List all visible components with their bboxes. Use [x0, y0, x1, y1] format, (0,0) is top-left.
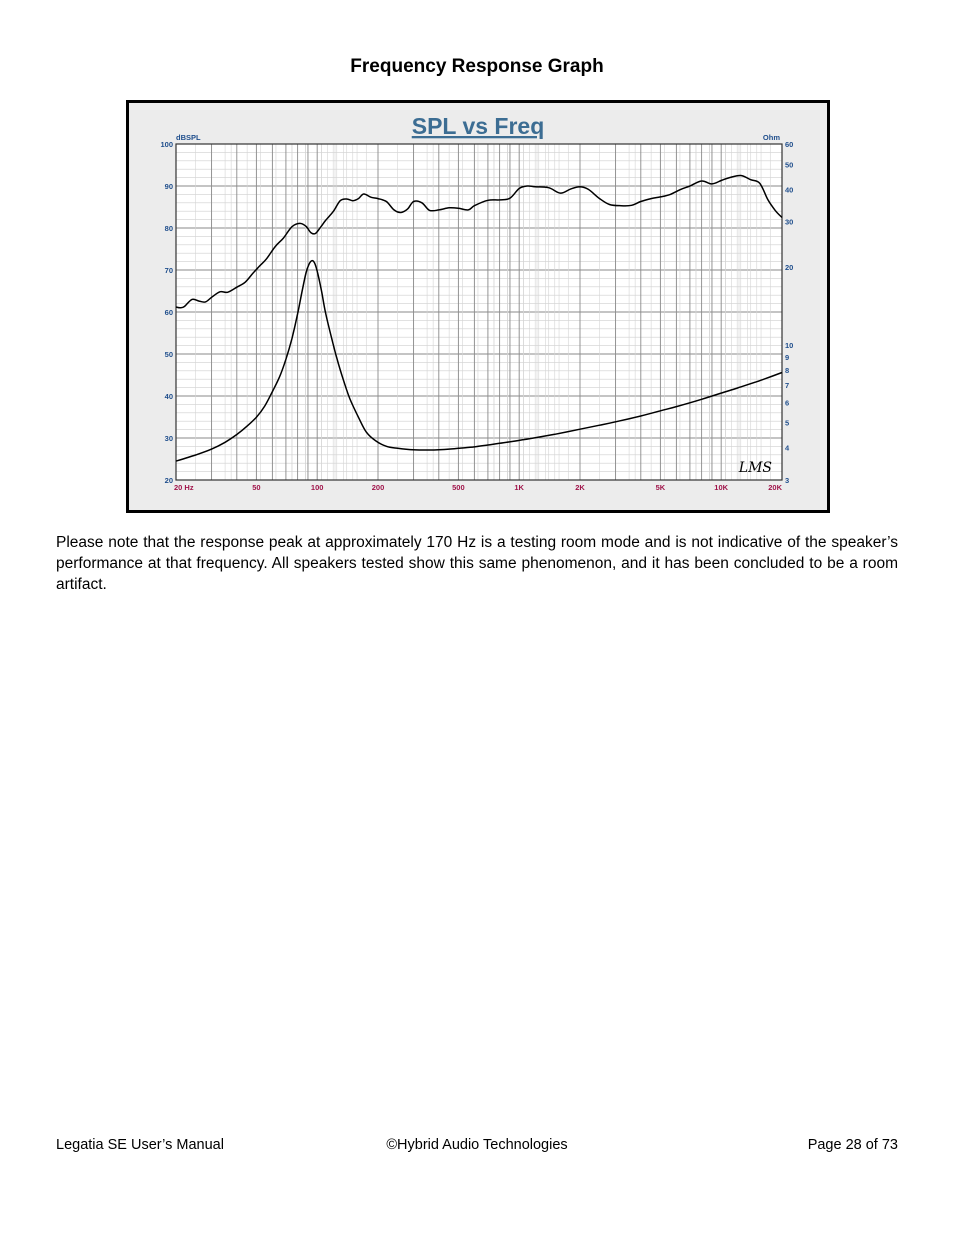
x-tick-label: 10K — [714, 483, 729, 492]
room-mode-note: Please note that the response peak at approximately 170 Hz is a testing room mode and is not indicative of the speaker’s performance at that frequency. All speakers tested show this same phenomenon, and it has been concluded to be a room artifact. — [56, 534, 898, 593]
y-tick-label: 90 — [164, 182, 173, 191]
y2-tick-label: 9 — [785, 352, 790, 362]
y-tick-label: 60 — [164, 308, 173, 317]
left-axis-label: dBSPL — [176, 133, 201, 142]
y-tick-label: 100 — [160, 140, 173, 149]
y2-tick-label: 7 — [785, 380, 790, 390]
page-title: Frequency Response Graph — [350, 56, 604, 77]
x-tick-label: 5K — [655, 483, 666, 492]
y2-tick-label: 30 — [785, 217, 794, 227]
x-tick-label: 50 — [252, 483, 261, 492]
x-tick-label: 20 Hz — [174, 483, 194, 492]
y-tick-label: 30 — [164, 434, 173, 443]
y2-tick-label: 60 — [785, 140, 794, 149]
y2-tick-label: 50 — [785, 160, 794, 170]
y-tick-label: 70 — [164, 266, 173, 275]
y2-tick-label: 20 — [785, 263, 794, 273]
y2-tick-label: 10 — [785, 340, 794, 350]
y2-tick-label: 4 — [785, 443, 790, 453]
y2-tick-label: 8 — [785, 365, 790, 375]
spl-vs-freq-chart — [129, 103, 827, 510]
right-axis-label: Ohm — [762, 133, 780, 142]
x-tick-label: 2K — [575, 483, 585, 492]
y-tick-label: 20 — [164, 476, 173, 485]
x-tick-label: 100 — [310, 483, 324, 492]
chart-frame — [126, 100, 830, 513]
y2-tick-label: 40 — [785, 185, 794, 195]
x-tick-label: 500 — [452, 483, 465, 492]
x-tick-label: 200 — [371, 483, 385, 492]
footer-manual-title: Legatia SE User’s Manual — [56, 1137, 224, 1153]
chart-title: SPL vs Freq — [411, 113, 545, 139]
y2-tick-label: 6 — [785, 398, 790, 408]
y-tick-label: 40 — [164, 392, 173, 401]
y-tick-label: 50 — [164, 350, 173, 359]
y2-tick-label: 5 — [785, 418, 790, 428]
footer-page-number: Page 28 of 73 — [807, 1137, 898, 1153]
y2-tick-label: 3 — [785, 476, 790, 485]
lms-watermark: LMS — [738, 460, 772, 476]
footer-copyright: ©Hybrid Audio Technologies — [386, 1137, 568, 1153]
x-tick-label: 20K — [768, 483, 782, 492]
x-tick-label: 1K — [514, 483, 524, 492]
y-tick-label: 80 — [164, 224, 173, 233]
